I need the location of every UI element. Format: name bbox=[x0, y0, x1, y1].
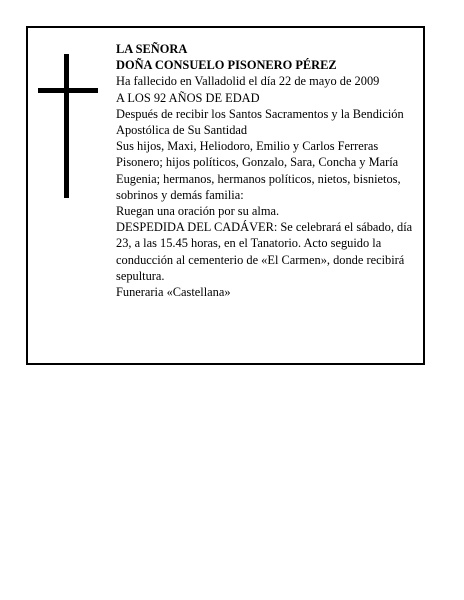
family-text: Sus hijos, Maxi, Heliodoro, Emilio y Carlos Ferreras Pisonero; hijos políticos, Gonzalo, Sara, Concha y María Eugenia; hermanos, hermanos políticos, nietos, bisnietos, sobrinos y demás familia: bbox=[116, 139, 401, 202]
cross-icon bbox=[38, 54, 98, 198]
deceased-name: DOÑA CONSUELO PISONERO PÉREZ bbox=[116, 58, 337, 73]
sacraments-text: Después de recibir los Santos Sacramentos y la Bendición Apostólica de Su Santidad bbox=[116, 106, 404, 138]
cross-horizontal-bar bbox=[38, 88, 98, 93]
age-line: A LOS 92 AÑOS DE EDAD bbox=[116, 90, 260, 105]
notice-text-block bbox=[116, 41, 416, 300]
farewell-details: DESPEDIDA DEL CADÁVER: Se celebrará el sábado, día 23, a las 15.45 horas, en el Tanatorio. Acto seguido la conducción al cementerio de «El Carmen», donde recibirá sepultura. bbox=[116, 220, 413, 283]
prayer-request: Ruegan una oración por su alma. bbox=[116, 204, 280, 219]
notice-title: LA SEÑORA bbox=[116, 42, 188, 56]
obituary-notice bbox=[26, 26, 425, 365]
funeral-home: Funeraria «Castellana» bbox=[116, 285, 231, 300]
cross-vertical-bar bbox=[64, 54, 69, 198]
death-info: Ha fallecido en Valladolid el día 22 de mayo de 2009 bbox=[116, 74, 380, 89]
